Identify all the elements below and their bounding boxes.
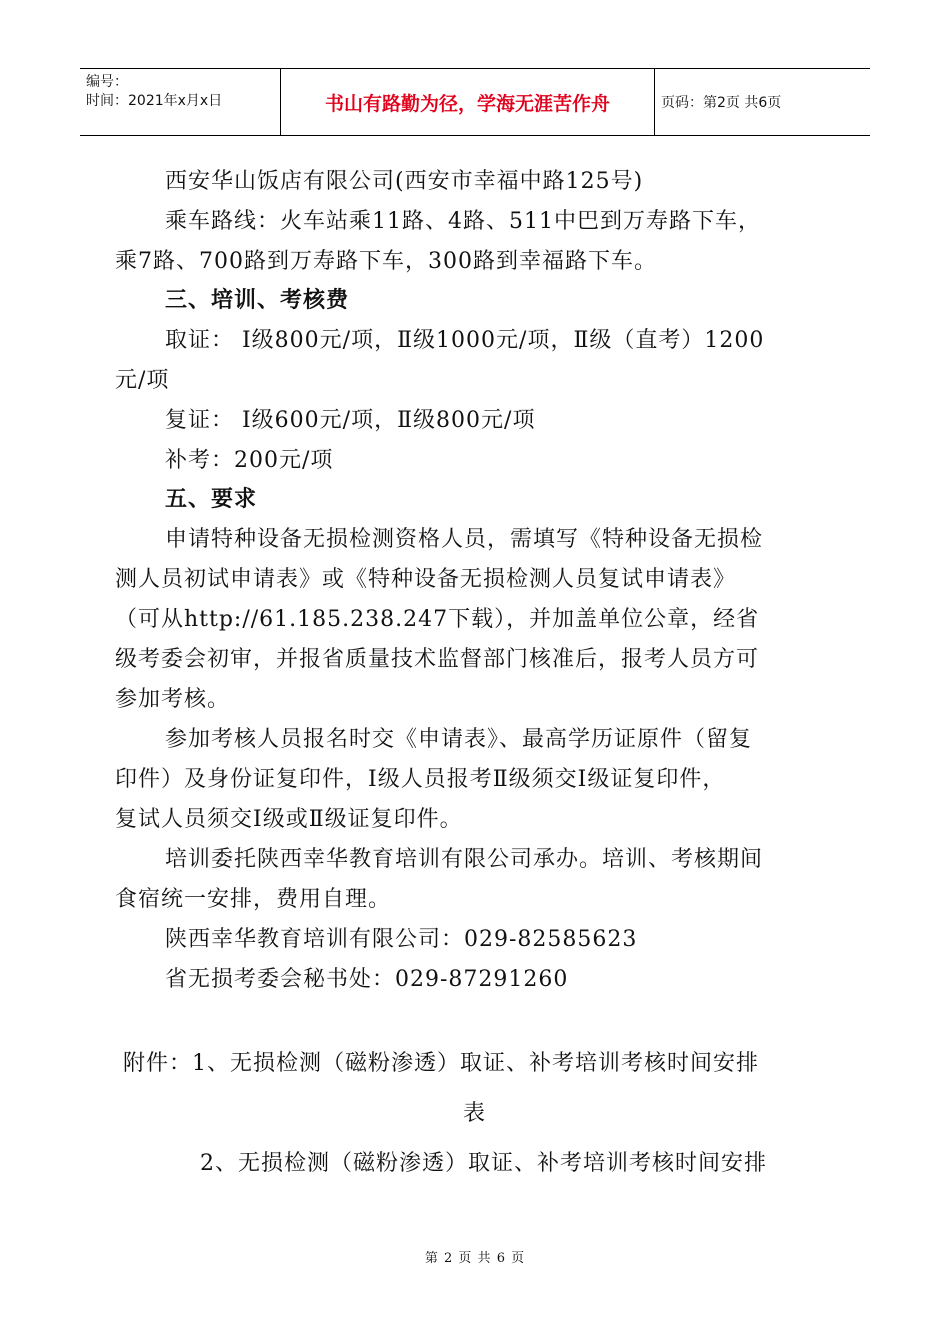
fee-new-line-1: 取证： Ⅰ级800元/项，Ⅱ级1000元/项，Ⅱ级（直考）1200: [165, 328, 765, 353]
route-line-2: 乘7路、700路到万寿路下车，300路到幸福路下车。: [115, 249, 657, 274]
req3-line-2: 食宿统一安排，费用自理。: [115, 887, 392, 912]
attachment-1-line-2: 表: [463, 1101, 487, 1126]
route-line-1: 乘车路线：火车站乘11路、4路、511中巴到万寿路下车，: [165, 209, 761, 234]
header-meta: [80, 69, 280, 135]
req2-line-2: 印件）及身份证复印件，Ⅰ级人员报考Ⅱ级须交Ⅰ级证复印件，: [115, 767, 726, 792]
req2-line-1: [165, 720, 840, 760]
contact-line-1: 陕西幸华教育培训有限公司：029-82585623: [165, 927, 638, 952]
header-motto: 书山有路勤为径，学海无涯苦作舟: [280, 69, 655, 135]
section5-heading: 五、要求: [165, 487, 258, 512]
fee-retake-line: 补考：200元/项: [165, 448, 334, 473]
req1-line-4: 级考委会初审，并报省质量技术监督部门核准后，报考人员方可: [115, 647, 760, 672]
section3-heading: 三、培训、考核费: [165, 288, 350, 313]
page-header: [80, 68, 870, 136]
req2-line-3: 复试人员须交Ⅰ级或Ⅱ级证复印件。: [115, 807, 463, 832]
req2-line-1-a: 参加考核人员报名时交《申请表》、最高学历证: [165, 727, 638, 752]
fee-new-line-2: 元/项: [115, 368, 170, 393]
address-line: 西安华山饭店有限公司(西安市幸福中路125号): [165, 169, 644, 194]
date-label: 时间：2021年x月x日: [86, 93, 223, 109]
page-footer: 第 2 页 共 6 页: [424, 1251, 526, 1266]
code-label: 编号：: [86, 74, 128, 90]
req1-line-1: 申请特种设备无损检测资格人员，需填写《特种设备无损检: [165, 527, 764, 552]
req1-line-3: （可从http://61.185.238.247下载），并加盖单位公章，经省: [115, 607, 760, 632]
req2-line-1-c: （留复: [683, 727, 753, 752]
fee-renew-line: 复证： Ⅰ级600元/项，Ⅱ级800元/项: [165, 408, 536, 433]
attachment-1-line-1: 附件：1、无损检测（磁粉渗透）取证、补考培训考核时间安排: [123, 1051, 759, 1076]
req2-line-1-original: 原件: [637, 727, 684, 752]
req1-line-5: 参加考核。: [115, 687, 231, 712]
header-page-info: 页码：第2页 共6页: [661, 95, 782, 111]
contact-line-2: 省无损考委会秘书处：029-87291260: [165, 967, 569, 992]
req3-line-1: 培训委托陕西幸华教育培训有限公司承办。培训、考核期间: [165, 847, 764, 872]
attachment-2-line-1: 2、无损检测（磁粉渗透）取证、补考培训考核时间安排: [200, 1151, 767, 1176]
req1-line-2: 测人员初试申请表》或《特种设备无损检测人员复试申请表》: [115, 567, 737, 592]
